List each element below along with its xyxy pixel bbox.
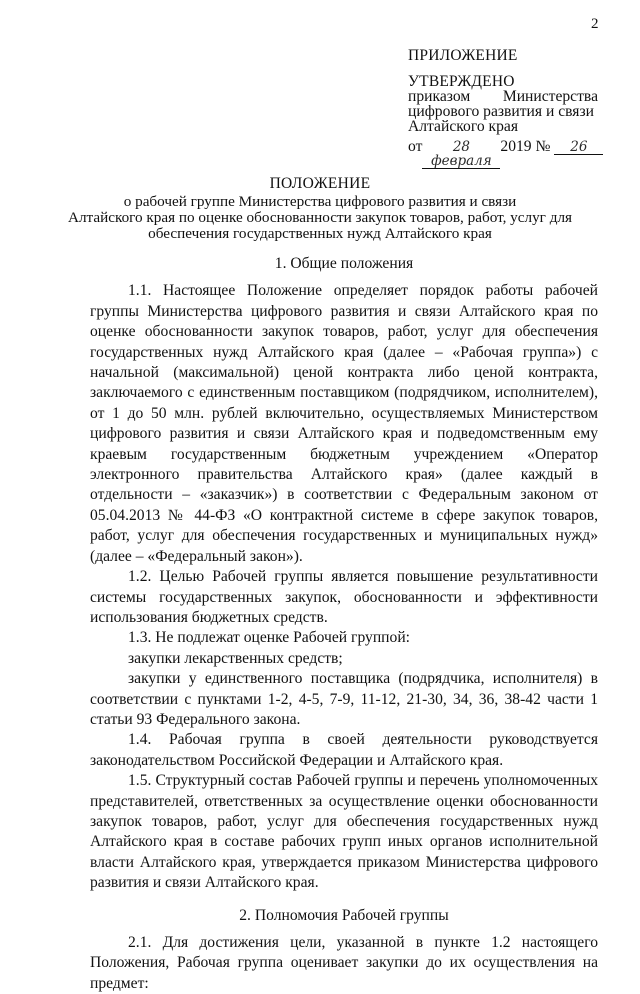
paragraph-1-3-a: закупки лекарственных средств; [128, 649, 343, 667]
order-org-3: Алтайского края [408, 118, 518, 135]
approved-label: УТВЕРЖДЕНО [408, 73, 515, 90]
title-line-3: обеспечения государственных нужд Алтайского края [148, 225, 492, 242]
date-prefix: от [408, 138, 423, 155]
approval-stamp [408, 48, 618, 169]
order-line [408, 89, 598, 104]
handwritten-date: 28 февраля [422, 140, 500, 169]
date-number-line [408, 139, 618, 169]
paragraph-1-1: 1.1. Настоящее Положение определяет порядок работы рабочей группы Министерства цифрового развития и связи Алтайского края по оценке обоснованности закупок товаров, работ, услуг для обеспечения государственных нужд Алтайского края (далее – «Рабочая группа») с начальной (максимальной) ценой контракта либо ценой контракта, заключаемого с единственным поставщиком (подрядчиком, исполнителем), от 1 до 50 млн. рублей включительно, осуществляемых Министерством цифрового развития и связи Алтайского края и подведомственным ему краевым государственным бюджетным учреждением «Оператор электронного правительства Алтайского края» (далее каждый в отдельности – «заказчик») в соответствии с Федеральным законом от 05.04.2013 № 44-ФЗ «О контрактной системе в сфере закупок товаров, работ, услуг для обеспечения государственных и муниципальных нужд» (далее – «Федеральный закон»). [90, 282, 598, 565]
section-1-heading: 1. Общие положения [274, 255, 414, 272]
order-org-1: Министерства [502, 88, 598, 105]
title-line-1: о рабочей группе Министерства цифрового развития и связи [123, 193, 517, 210]
section-2-heading: 2. Полномочия Рабочей группы [239, 906, 449, 924]
paragraph-1-3: 1.3. Не подлежат оценке Рабочей группой: [128, 629, 410, 647]
paragraph-1-3-b: закупки у единственного поставщика (подрядчика, исполнителя) в соответствии с пунктами 1-2, 4-5, 7-9, 11-12, 21-30, 34, 36, 38-42 части 1 статьи 93 Федерального закона. [90, 670, 598, 728]
title-line-2: Алтайского края по оценке обоснованности закупок товаров, работ, услуг для [67, 209, 573, 226]
order-org-2: цифрового развития и связи [408, 103, 594, 120]
document-title-block [40, 176, 600, 242]
paragraph-1-2: 1.2. Целью Рабочей группы является повышение результативности системы государственных закупок, обоснованности и эффективности использования бюджетных средств. [90, 568, 598, 626]
number-sign: № [535, 138, 551, 155]
date-year: 2019 [500, 138, 532, 155]
handwritten-number: 26 [554, 140, 603, 155]
paragraph-1-5: 1.5. Структурный состав Рабочей группы и перечень уполномоченных представителей, ответственных за осуществление оценки обоснованности закупок товаров, работ, услуг для обеспечения государственных нужд Алтайского края в составе рабочих групп иных органов исполнительной власти Алтайского края, утверждается приказом Министерства цифрового развития и связи Алтайского края. [90, 772, 598, 892]
appendix-label: ПРИЛОЖЕНИЕ [408, 47, 518, 64]
order-word: приказом [408, 88, 471, 105]
paragraph-2-1: 2.1. Для достижения цели, указанной в пункте 1.2 настоящего Положения, Рабочая группа оценивает закупки до их осуществления на предмет: [90, 934, 598, 992]
paragraph-1-4: 1.4. Рабочая группа в своей деятельности руководствуется законодательством Российской Федерации и Алтайского края. [90, 731, 598, 769]
document-body [90, 254, 598, 994]
document-title: ПОЛОЖЕНИЕ [269, 175, 371, 192]
page-number: 2 [591, 16, 599, 32]
